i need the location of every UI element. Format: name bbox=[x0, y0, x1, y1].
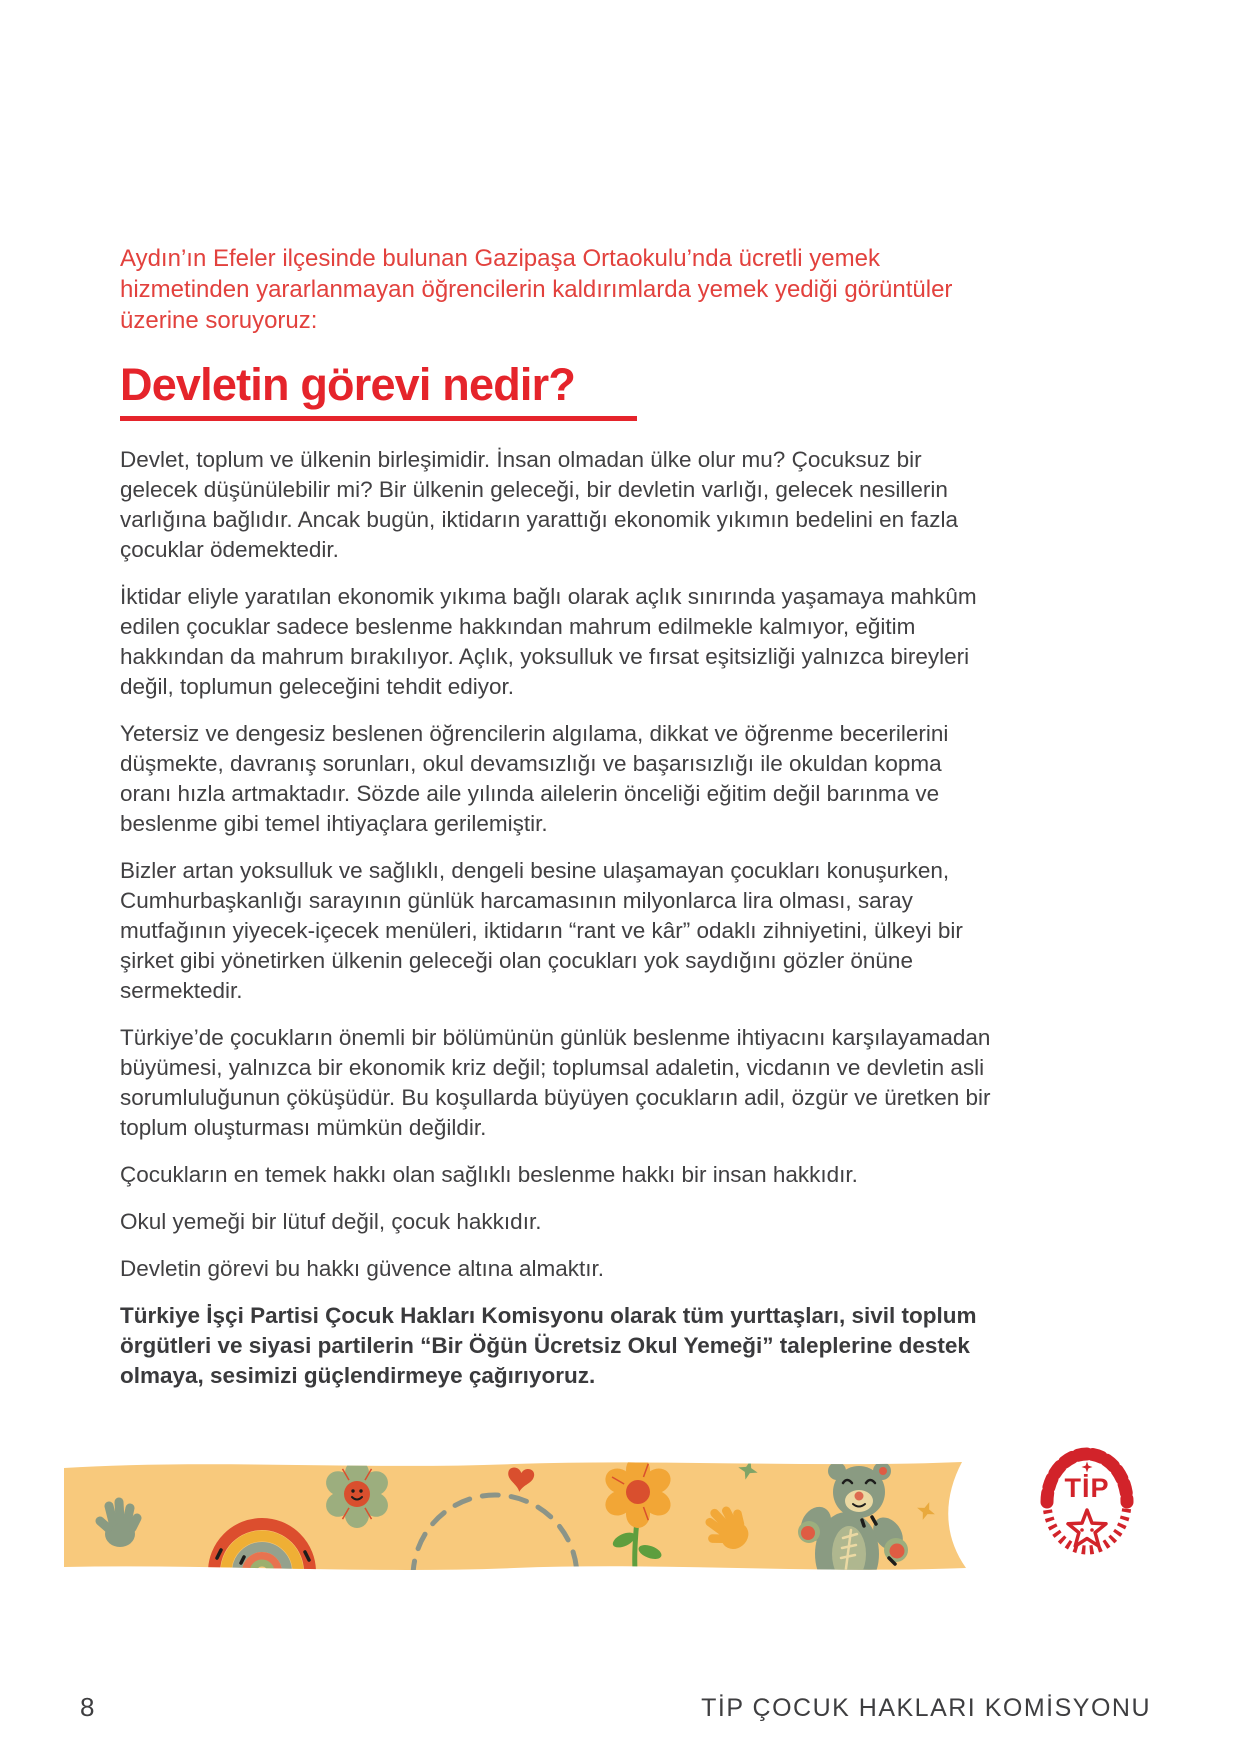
page-number: 8 bbox=[80, 1692, 95, 1722]
paragraph: İktidar eliyle yaratılan ekonomik yıkıma bağlı olarak açlık sınırında yaşamaya mahkûm edilen çocuklar sadece beslenme hakkından mahrum edilmekle kalmıyor, eğitim hakkından da mahrum bırakılıyor. Açlık, yoksulluk ve fırsat eşitsizliği yalnızca bireyleri değil, toplumun geleceğini tehdit ediyor. bbox=[120, 584, 977, 699]
tip-party-logo bbox=[1034, 1444, 1142, 1562]
logo-star-dot bbox=[1080, 1528, 1084, 1532]
closing-paragraph: Türkiye İşçi Partisi Çocuk Hakları Komisyonu olarak tüm yurttaşları, sivil toplum örgütleri ve siyasi partilerin “Bir Öğün Ücretsiz Okul Yemeği” taleplerine destek olmaya, sesimizi güçlendirmeye çağırıyoruz. bbox=[120, 1303, 977, 1388]
paragraph: Bizler artan yoksulluk ve sağlıklı, dengeli besine ulaşamayan çocukları konuşurken, Cumhurbaşkanlığı sarayının günlük harcamasının milyonlarca lira olması, saray mutfağının yiyecek-içecek menüleri, iktidarın “rant ve kâr” odaklı zihniyetini, ülkeyi bir şirket gibi yönetirken ülkenin geleceği olan çocukları yok saydığını gözler önüne sermektedir. bbox=[120, 858, 963, 1003]
footer-organization: TİP ÇOCUK HAKLARI KOMİSYONU bbox=[701, 1694, 1151, 1722]
logo-sun-icon bbox=[1082, 1462, 1093, 1473]
article-content bbox=[120, 243, 992, 1408]
body-text bbox=[120, 445, 992, 1391]
paragraph: Okul yemeği bir lütuf değil, çocuk hakkıdır. bbox=[120, 1209, 542, 1234]
paragraph: Türkiye’de çocukların önemli bir bölümünün günlük beslenme ihtiyacını karşılayamadan büyümesi, yalnızca bir ekonomik kriz değil; toplumsal adaletin, vicdanın ve devletin asli sorumluluğunun çöküşüdür. Bu koşullarda büyüyen çocukların adil, özgür ve üretken bir toplum oluşturması mümkün değildir. bbox=[120, 1025, 991, 1140]
logo-star-dot bbox=[1090, 1528, 1094, 1532]
headline-underline bbox=[120, 416, 637, 421]
paragraph: Yetersiz ve dengesiz beslenen öğrencilerin algılama, dikkat ve öğrenme becerilerini düşmekte, davranış sorunları, okul devamsızlığı ve başarısızlığı ile okuldan kopma oranı hızla artmaktadır. Sözde aile yılında ailelerin önceliği eğitim değil barınma ve beslenme gibi temel ihtiyaçlara gerilemiştir. bbox=[120, 721, 949, 836]
rainbow-icon bbox=[214, 1524, 310, 1572]
logo-text: TİP bbox=[1064, 1473, 1110, 1503]
logo-star-icon bbox=[1068, 1510, 1106, 1546]
paragraph: Çocukların en temek hakkı olan sağlıklı beslenme hakkı bir insan hakkıdır. bbox=[120, 1162, 858, 1187]
paragraph: Devlet, toplum ve ülkenin birleşimidir. İnsan olmadan ülke olur mu? Çocuksuz bir gelecek düşünülebilir mi? Bir ülkenin geleceği, bir devletin varlığı, gelecek nesillerin varlığına bağlıdır. Ancak bugün, iktidarın yarattığı ekonomik yıkımın bedelini en fazla çocuklar ödemektedir. bbox=[120, 447, 958, 562]
paragraph: Devletin görevi bu hakkı güvence altına almaktır. bbox=[120, 1256, 605, 1281]
page-title: Devletin görevi nedir? bbox=[120, 359, 576, 410]
children-illustration-banner bbox=[64, 1454, 1014, 1576]
intro-text: Aydın’ın Efeler ilçesinde bulunan Gazipaşa Ortaokulu’nda ücretli yemek hizmetinden yararlanmayan öğrencilerin kaldırımlarda yemek yediği görüntüler üzerine soruyoruz: bbox=[120, 245, 953, 334]
